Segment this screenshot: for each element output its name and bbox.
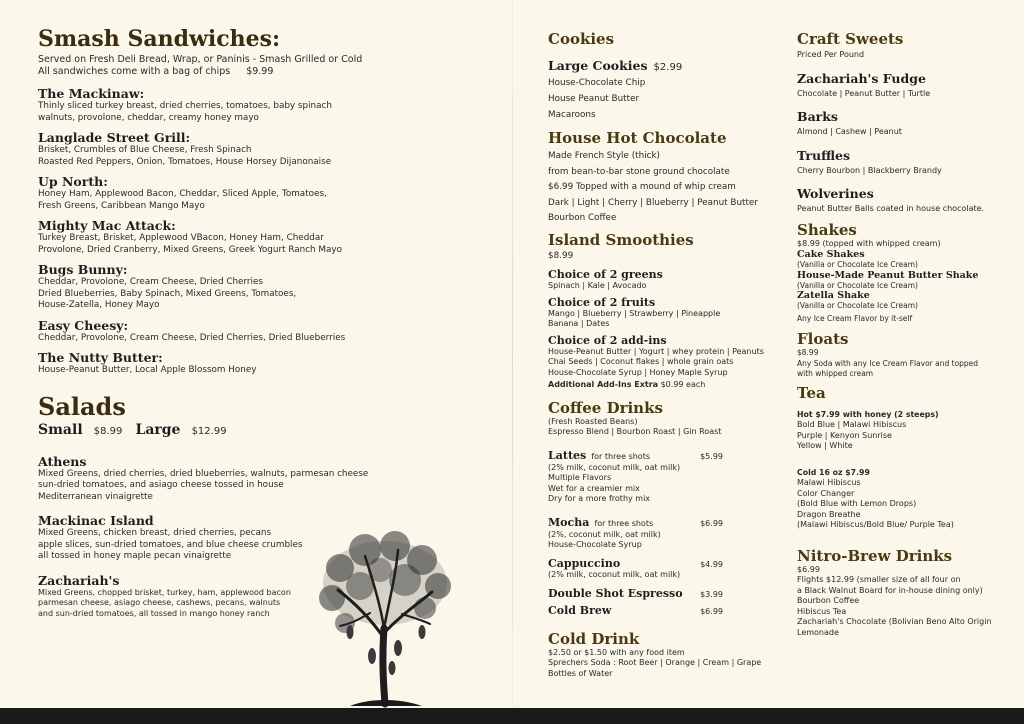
fudge-title: Zachariah's Fudge xyxy=(797,70,926,86)
floats-title: Floats xyxy=(797,330,849,348)
coffee-double-shot: Double Shot Espresso $3.99 xyxy=(548,586,723,600)
coffee-title: Coffee Drinks xyxy=(548,398,663,417)
salads-title: Salads xyxy=(38,391,126,421)
smoothie-addins: Choice of 2 add-ins xyxy=(548,333,667,347)
shake-peanut-butter: House-Made Peanut Butter Shake xyxy=(797,269,979,281)
craft-sweets-title: Craft Sweets xyxy=(797,30,904,48)
nitro-title: Nitro-Brew Drinks xyxy=(797,546,953,565)
smash-item-up-north: Up North: Honey Ham, Applewood Bacon, Cheddar, Sliced Apple, Tomatoes, Fresh Greens, Caribbean Mango Mayo xyxy=(38,174,327,211)
smash-item-nutty-butter: The Nutty Butter: House-Peanut Butter, Local Apple Blossom Honey xyxy=(38,350,257,375)
salads-sizes: Small $8.99 Large $12.99 xyxy=(38,421,227,438)
smoothie-fruits: Choice of 2 fruits xyxy=(548,295,656,309)
wolverines-title: Wolverines xyxy=(797,186,874,201)
smash-item-bugs-bunny: Bugs Bunny: Cheddar, Provolone, Cream Cheese, Dried Cherries Dried Blueberries, Baby Spinach, Mixed Greens, Tomatoes, House-Zatella, Honey Mayo xyxy=(38,262,297,310)
coffee-mocha: Mocha for three shots $6.99 xyxy=(548,515,723,529)
barks-title: Barks xyxy=(797,109,838,124)
right-column: Craft Sweets Priced Per Pound Zachariah's Fudge Chocolate | Peanut Butter | Turtle Barks Almond | Cashew | Peanut Truffles Cherry Bourbon | Blackberry Brandy Wolverines Peanut Butter Balls coated in house chocolate. Shakes $8.99 (topped with whipped cream) Cake Shakes (Vanilla or Chocolate Ice Cream) House-Made Peanut Butter Shake (Vanilla or Chocolate Ice Cream) Zatella Shake (Vanilla or Chocolate Ice Cream) Any Ice Cream Flavor by it-self Floats $8.99 Any Soda with any Ice Cream Flavor and topped with whipped cream Tea Hot $7.99 with honey (2 steeps) Bold Blue | Malawi Hibiscus Purple | Kenyon Sunrise Yellow | White Cold 16 oz $7.99 Malawi Hibiscus Color Changer (Bold Blue with Lemon Drops) Dragon Breathe (Malawi Hibiscus/Bold Blue/ Purple Tea) Nitro-Brew Drinks $6.99 Flights $12.99 (smaller size of all four on a Black Walnut Board for in-house dining only) Bourbon Coffee Hibiscus Tea Zachariah's Chocolate (Bolivian Beno Alto Origin Lemonade xyxy=(797,30,1021,638)
smash-item-easy-cheesy: Easy Cheesy: Cheddar, Provolone, Cream Cheese, Dried Cherries, Dried Blueberries xyxy=(38,317,346,343)
smash-item-mighty-mac: Mighty Mac Attack: Turkey Breast, Brisket, Applewood VBacon, Honey Ham, Cheddar Provolone, Dried Cranberry, Mixed Greens, Greek Yogurt Ranch Mayo xyxy=(38,218,342,255)
cookies-title: Cookies xyxy=(548,30,615,48)
tea-title: Tea xyxy=(797,383,826,402)
cold-drink-title: Cold Drink xyxy=(548,629,640,648)
smoothies-title: Island Smoothies xyxy=(548,230,694,249)
smash-title: Smash Sandwiches: xyxy=(38,26,281,52)
ground-strip xyxy=(0,708,1024,724)
large-cookies: Large Cookies $2.99 xyxy=(548,58,683,73)
salad-zachariahs: Zachariah's Mixed Greens, chopped brisket, turkey, ham, applewood bacon parmesan cheese, asiago cheese, cashews, pecans, walnuts and sun-dried tomatoes, all tossed in mango honey ranch xyxy=(38,572,291,618)
smash-desc-1: Served on Fresh Deli Bread, Wrap, or Paninis - Smash Grilled or Cold xyxy=(38,54,363,65)
cacao-tree-icon xyxy=(310,528,460,710)
truffles-title: Truffles xyxy=(797,147,851,163)
coffee-cappuccino: Cappuccino $4.99 xyxy=(548,556,723,570)
smash-item-langlade: Langlade Street Grill: Brisket, Crumbles of Blue Cheese, Fresh Spinach Roasted Red Peppers, Onion, Tomatoes, House Horsey Dijanonaise xyxy=(38,130,332,167)
salad-athens: Athens Mixed Greens, dried cherries, dried blueberries, walnuts, parmesan cheese sun-dried tomatoes, and asiago cheese tossed in house Mediterranean vinaigrette xyxy=(38,453,369,502)
shake-zatella: Zatella Shake xyxy=(797,290,870,301)
smoothie-greens: Choice of 2 greens xyxy=(548,268,663,281)
middle-column: Cookies Large Cookies $2.99 House-Chocolate Chip House Peanut Butter Macaroons House Hot Chocolate Made French Style (thick) from bean-to-bar stone ground chocolate $6.99 Topped with a mound of whip cream Dark | Light | Cherry | Blueberry | Peanut Butter Bourbon Coffee Island Smoothies $8.99 Choice of 2 greens Spinach | Kale | Avocado Choice of 2 fruits Mango | Blueberry | Strawberry | Pineapple Banana | Dates Choice of 2 add-ins House-Peanut Butter | Yogurt | whey protein | Peanuts Chai Seeds | Coconut flakes | whole grain oats House-Chocolate Syrup | Honey Maple Syrup Additional Add-Ins Extra $0.99 each Coffee Drinks (Fresh Roasted Beans) Espresso Blend | Bourbon Roast | Gin Roast Lattes for three shots $5.99 (2% milk, coconut milk, oat milk) Multiple Flavors Wet for a creamier mix Dry for a more frothy mix Mocha for three shots $6.99 (2%, coconut milk, oat milk) House-Chocolate Syrup Cappuccino $4.99 (2% milk, coconut milk, oat milk) Double Shot Espresso $3.99 Cold Brew $6.99 Cold Drink $2.50 or $1.50 with any food item Sprechers Soda : Root Beer | Orange | Cream | Grape Bottles of Water xyxy=(548,30,780,679)
coffee-lattes: Lattes for three shots $5.99 xyxy=(548,448,723,462)
page-fold xyxy=(512,0,513,724)
salad-mackinac-island: Mackinac Island Mixed Greens, chicken breast, dried cherries, pecans apple slices, sun-dried tomatoes, and blue cheese crumbles all tossed in honey maple pecan vinaigrette xyxy=(38,513,303,561)
shake-cake: Cake Shakes xyxy=(797,249,865,260)
smash-item-mackinaw: The Mackinaw: Thinly sliced turkey breast, dried cherries, tomatoes, baby spinach walnuts, provolone, cheddar, creamy honey mayo xyxy=(38,86,332,123)
shakes-title: Shakes xyxy=(797,220,857,239)
coffee-cold-brew: Cold Brew $6.99 xyxy=(548,604,723,617)
hot-chocolate-title: House Hot Chocolate xyxy=(548,129,727,147)
smoothie-extra: Additional Add-Ins Extra $0.99 each xyxy=(548,380,706,389)
smash-desc-2: All sandwiches come with a bag of chips $9.99 xyxy=(38,66,274,77)
